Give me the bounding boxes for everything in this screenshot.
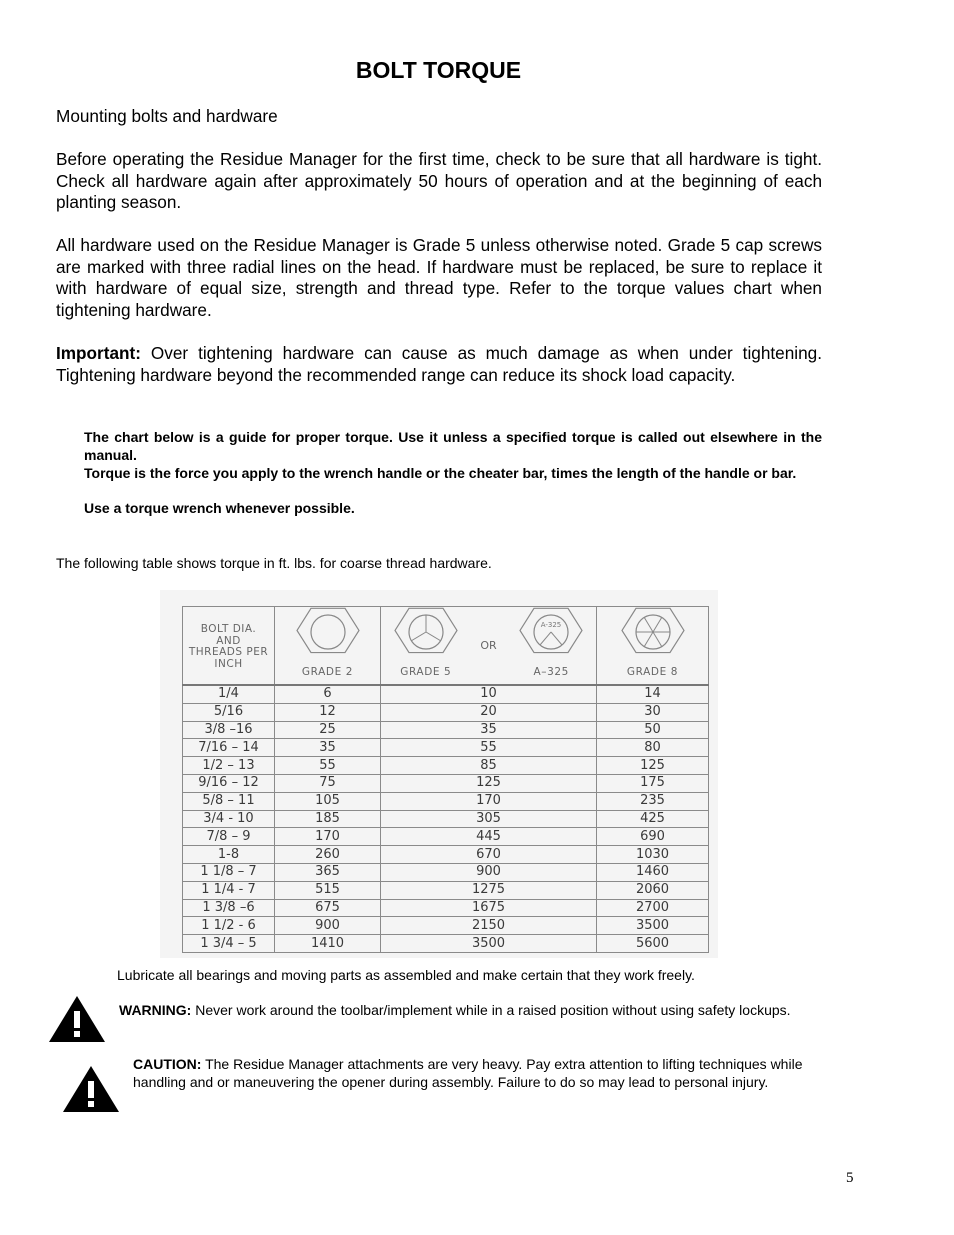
- cell-grade8: 175: [597, 774, 709, 792]
- a325-bolt-head-icon: [516, 607, 586, 659]
- cell-grade8: 3500: [597, 917, 709, 935]
- section-subtitle: Mounting bolts and hardware: [56, 106, 278, 126]
- cell-grade2: 35: [275, 739, 381, 757]
- paragraph-grade5-hardware: All hardware used on the Residue Manager is Grade 5 unless otherwise noted. Grade 5 cap screws are marked with three radial lines on the head. If hardware must be replaced, be sure to replace it with hardware of equal size, strength and thread type. Refer to the torque values chart when tightening hardware.: [56, 235, 822, 320]
- warning-body: Never work around the toolbar/implement while in a raised position without using safety lockups.: [191, 1002, 791, 1018]
- cell-grade8: 80: [597, 739, 709, 757]
- cell-bolt-size: 1-8: [183, 846, 275, 864]
- cell-grade2: 55: [275, 757, 381, 775]
- cell-grade5: 170: [381, 792, 597, 810]
- cell-grade5: 900: [381, 863, 597, 881]
- cell-grade8: 425: [597, 810, 709, 828]
- cell-bolt-size: 5/16: [183, 703, 275, 721]
- header-grade2: [275, 607, 381, 686]
- cell-bolt-size: 1 1/4 - 7: [183, 881, 275, 899]
- important-text: Over tightening hardware can cause as much damage as when under tightening. Tightening hardware beyond the recommended range can reduce its shock load capacity.: [56, 343, 822, 385]
- grade2-bolt-head-icon: [293, 607, 363, 659]
- page-title: BOLT TORQUE: [355, 57, 522, 83]
- grade8-bolt-head-icon: [618, 607, 688, 659]
- cell-bolt-size: 9/16 – 12: [183, 774, 275, 792]
- paragraph-before-operating: Before operating the Residue Manager for the first time, check to be sure that all hardware is tight. Check all hardware again after approximately 50 hours of operation and at the beginning of each planting season.: [56, 149, 822, 213]
- cell-grade8: 2060: [597, 881, 709, 899]
- cell-grade2: 25: [275, 721, 381, 739]
- or-label: OR: [480, 639, 497, 652]
- table-row: [183, 703, 709, 721]
- cell-grade5: 10: [381, 685, 597, 703]
- important-paragraph: [56, 343, 822, 386]
- table-row: [183, 685, 709, 703]
- table-row: [183, 721, 709, 739]
- cell-grade5: 1675: [381, 899, 597, 917]
- grade5-bolt-head-icon: [391, 607, 461, 659]
- header-grade5: [381, 607, 597, 686]
- table-row: [183, 774, 709, 792]
- cell-bolt-size: 1 3/4 – 5: [183, 935, 275, 953]
- cell-grade5: 1275: [381, 881, 597, 899]
- cell-grade2: 900: [275, 917, 381, 935]
- important-label: Important:: [56, 343, 141, 363]
- cell-grade2: 675: [275, 899, 381, 917]
- table-row: [183, 739, 709, 757]
- caution-text: [133, 1055, 819, 1091]
- cell-grade8: 125: [597, 757, 709, 775]
- cell-grade2: 12: [275, 703, 381, 721]
- cell-bolt-size: 3/4 - 10: [183, 810, 275, 828]
- note-torque-wrench: Use a torque wrench whenever possible.: [84, 500, 355, 516]
- table-row: [183, 917, 709, 935]
- cell-bolt-size: 7/16 – 14: [183, 739, 275, 757]
- cell-grade2: 105: [275, 792, 381, 810]
- cell-grade5: 55: [381, 739, 597, 757]
- cell-bolt-size: 1/2 – 13: [183, 757, 275, 775]
- torque-rows: [183, 685, 709, 952]
- header-bolt-line3: THREADS PER: [188, 646, 269, 658]
- caution-body: The Residue Manager attachments are very heavy. Pay extra attention to lifting techniques while handling and or maneuvering the opener during assembly. Failure to do so may lead to personal injury.: [133, 1056, 803, 1090]
- table-row: [183, 881, 709, 899]
- grade5-label: GRADE 5: [400, 666, 452, 678]
- note-chart-guide: The chart below is a guide for proper torque. Use it unless a specified torque is called out elsewhere in the manual.: [84, 429, 822, 463]
- cell-bolt-size: 1/4: [183, 685, 275, 703]
- warning-label: WARNING:: [119, 1002, 192, 1018]
- caution-triangle-icon: [61, 1064, 121, 1114]
- cell-grade8: 690: [597, 828, 709, 846]
- cell-grade2: 6: [275, 685, 381, 703]
- cell-grade2: 75: [275, 774, 381, 792]
- page-number: 5: [846, 1170, 854, 1186]
- cell-grade8: 50: [597, 721, 709, 739]
- table-header-row: [183, 607, 709, 686]
- cell-bolt-size: 7/8 – 9: [183, 828, 275, 846]
- warning-triangle-icon: [47, 994, 107, 1044]
- table-row: [183, 863, 709, 881]
- torque-table: [182, 606, 709, 953]
- table-intro: The following table shows torque in ft. lbs. for coarse thread hardware.: [56, 555, 492, 571]
- header-bolt-line2: AND: [216, 634, 241, 647]
- header-bolt-line4: INCH: [214, 657, 243, 670]
- a325-head-text: A-325: [540, 621, 562, 629]
- table-row: [183, 810, 709, 828]
- table-row: [183, 792, 709, 810]
- cell-grade5: 35: [381, 721, 597, 739]
- warning-text: [119, 1001, 819, 1019]
- cell-grade5: 20: [381, 703, 597, 721]
- table-row: [183, 846, 709, 864]
- cell-grade2: 1410: [275, 935, 381, 953]
- cell-grade2: 185: [275, 810, 381, 828]
- cell-grade5: 3500: [381, 935, 597, 953]
- cell-grade5: 670: [381, 846, 597, 864]
- cell-grade2: 170: [275, 828, 381, 846]
- cell-grade2: 260: [275, 846, 381, 864]
- torque-table-image: [160, 590, 718, 958]
- cell-bolt-size: 5/8 – 11: [183, 792, 275, 810]
- cell-grade8: 14: [597, 685, 709, 703]
- cell-grade8: 5600: [597, 935, 709, 953]
- cell-bolt-size: 1 1/2 - 6: [183, 917, 275, 935]
- cell-grade5: 445: [381, 828, 597, 846]
- header-grade8: [597, 607, 709, 686]
- table-row: [183, 935, 709, 953]
- header-bolt-dia: [183, 607, 275, 686]
- grade8-label: GRADE 8: [626, 666, 679, 678]
- cell-grade5: 85: [381, 757, 597, 775]
- caution-label: CAUTION:: [133, 1056, 202, 1072]
- table-row: [183, 828, 709, 846]
- a325-label: A–325: [533, 666, 569, 678]
- cell-grade2: 365: [275, 863, 381, 881]
- cell-grade8: 2700: [597, 899, 709, 917]
- cell-grade8: 1030: [597, 846, 709, 864]
- cell-grade2: 515: [275, 881, 381, 899]
- cell-bolt-size: 1 3/8 –6: [183, 899, 275, 917]
- cell-grade5: 125: [381, 774, 597, 792]
- grade2-label: GRADE 2: [301, 666, 354, 678]
- table-row: [183, 757, 709, 775]
- cell-grade5: 2150: [381, 917, 597, 935]
- table-row: [183, 899, 709, 917]
- cell-bolt-size: 1 1/8 – 7: [183, 863, 275, 881]
- cell-grade8: 30: [597, 703, 709, 721]
- cell-grade5: 305: [381, 810, 597, 828]
- note-torque-definition: Torque is the force you apply to the wrench handle or the cheater bar, times the length of the handle or bar.: [84, 465, 797, 481]
- cell-bolt-size: 3/8 –16: [183, 721, 275, 739]
- lubricate-note: Lubricate all bearings and moving parts as assembled and make certain that they work freely.: [117, 967, 695, 983]
- cell-grade8: 1460: [597, 863, 709, 881]
- cell-grade8: 235: [597, 792, 709, 810]
- header-bolt-line1: BOLT DIA.: [200, 623, 257, 635]
